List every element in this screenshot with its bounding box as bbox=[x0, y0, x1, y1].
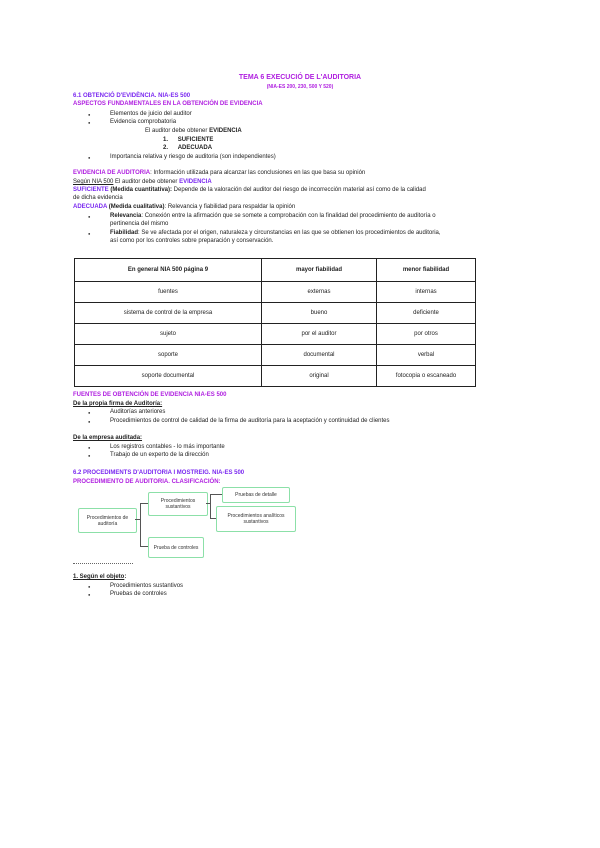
table-cell: sujeto bbox=[75, 324, 262, 345]
divider bbox=[73, 563, 133, 564]
connector-line bbox=[140, 546, 148, 547]
list-item: ● Pruebas de controles bbox=[110, 590, 167, 598]
evidence-definition-label: EVIDENCIA DE AUDITORIA bbox=[73, 170, 151, 176]
by-object-label-colon: : bbox=[124, 574, 127, 580]
table-cell: documental bbox=[262, 345, 377, 366]
reliability-item bbox=[110, 229, 441, 237]
diagram-node-analytical: Procedimientos analíticos sustantivos bbox=[216, 506, 296, 532]
numbered-text: SUFICIENTE bbox=[177, 137, 214, 143]
table-header-row bbox=[75, 259, 476, 282]
reliability-label: Fiabilidad bbox=[110, 230, 139, 236]
evidence-definition bbox=[73, 169, 365, 177]
nia-500-reference: Según NIA 500 bbox=[73, 179, 114, 185]
reliability-text-continued: así como por los controles sobre preparación y conservación. bbox=[110, 238, 274, 244]
sufficient-text-continued: de dicha evidencia bbox=[73, 195, 123, 201]
sufficient-text: Depende de la valoración del auditor del riesgo de incorrección material así como de la calidad bbox=[172, 187, 426, 193]
connector-line bbox=[210, 494, 211, 518]
table-cell: verbal bbox=[377, 345, 476, 366]
numbered-item bbox=[163, 144, 212, 152]
section-62-subheading: PROCEDIMIENTO DE AUDITORIA. CLASIFICACIÓN: bbox=[73, 479, 221, 485]
adequate-label: ADECUADA bbox=[73, 204, 108, 210]
firm-sources-label: De la propia firma de Auditoría: bbox=[73, 401, 163, 407]
list-item: ● Los registros contables - lo más importante bbox=[110, 443, 225, 451]
table-row bbox=[75, 366, 476, 387]
connector-line bbox=[210, 494, 222, 495]
table-cell: soporte documental bbox=[75, 366, 262, 387]
relevance-text-continued: pertinencia del mismo bbox=[110, 221, 169, 227]
connector-line bbox=[140, 503, 141, 547]
evidence-requirement-bold: EVIDENCIA bbox=[209, 128, 242, 134]
diagram-node-substantive: Procedimientos sustantivos bbox=[148, 492, 208, 516]
table-cell: deficiente bbox=[377, 303, 476, 324]
connector-line bbox=[210, 518, 216, 519]
connector-line bbox=[140, 503, 148, 504]
list-item: ● Evidencia comprobatoria bbox=[110, 118, 176, 126]
numbered-index: 1. bbox=[163, 137, 169, 143]
table-row bbox=[75, 303, 476, 324]
list-item: ● Procedimientos sustantivos bbox=[110, 582, 183, 590]
numbered-item bbox=[163, 136, 213, 144]
company-sources-label: De la empresa auditada: bbox=[73, 435, 143, 441]
by-object-label bbox=[73, 573, 126, 581]
table-header: mayor fiabilidad bbox=[262, 259, 377, 282]
table-cell: bueno bbox=[262, 303, 377, 324]
adequate-measure: (Medida cualitativa) bbox=[107, 204, 165, 210]
table-cell: externas bbox=[262, 282, 377, 303]
adequate-definition bbox=[73, 203, 295, 211]
list-item: ● Importancia relativa y riesgo de auditoria (son independientes) bbox=[110, 153, 276, 161]
numbered-text: ADECUADA bbox=[177, 145, 213, 151]
reliability-text: : Se ve afectada por el origen, naturaleza y circunstancias en las que se obtienen los procedimientos de auditoria, bbox=[138, 230, 441, 236]
relevance-text: : Conexión entre la afirmación que se somete a comprobación con la finalidad del procedimiento de auditoría o bbox=[141, 213, 436, 219]
table-cell: soporte bbox=[75, 345, 262, 366]
sufficient-definition bbox=[73, 186, 426, 194]
table-cell: por otros bbox=[377, 324, 476, 345]
table-row bbox=[75, 282, 476, 303]
relevance-item bbox=[110, 212, 436, 220]
diagram-node-controls: Prueba de controles bbox=[148, 537, 204, 558]
table-cell: fuentes bbox=[75, 282, 262, 303]
evidence-definition-text: : Información utilizada para alcanzar las conclusiones en las que basa su opinión bbox=[150, 170, 366, 176]
list-item: ● Elementos de juicio del auditor bbox=[110, 110, 192, 118]
table-header: En general NIA 500 página 9 bbox=[75, 259, 262, 282]
table-cell: por el auditor bbox=[262, 324, 377, 345]
table-row bbox=[75, 324, 476, 345]
sufficient-label: SUFICIENTE bbox=[73, 187, 109, 193]
sufficient-measure: (Medida cuantitativa): bbox=[108, 187, 173, 193]
evidence-requirement-text: El auditor debe obtener bbox=[145, 128, 208, 134]
table-header: menor fiabilidad bbox=[377, 259, 476, 282]
sources-heading: FUENTES DE OBTENCIÓN DE EVIDENCIA NIA-ES 500 bbox=[73, 392, 227, 398]
evidence-requirement bbox=[145, 127, 242, 135]
table-cell: original bbox=[262, 366, 377, 387]
numbered-index: 2. bbox=[163, 145, 169, 151]
list-item: ● Procedimientos de control de calidad de la firma de auditoría para la aceptación y continuidad de clientes bbox=[110, 417, 390, 425]
section-61-heading: 6.1 OBTENCIÓ D'EVIDÈNCIA. NIA-ES 500 bbox=[73, 93, 191, 99]
page-title: TEMA 6 EXECUCIÓ DE L'AUDITORIA bbox=[238, 74, 362, 81]
page-subtitle: (NIA-ES 200, 230, 500 Y 520) bbox=[266, 84, 334, 90]
nia-500-line bbox=[73, 178, 212, 186]
nia-500-evidence: EVIDENCIA bbox=[179, 179, 212, 185]
section-61-subheading: ASPECTOS FUNDAMENTALES EN LA OBTENCIÓN DE EVIDENCIA bbox=[73, 101, 263, 107]
by-object-label-text: 1. Según el objeto bbox=[73, 574, 125, 580]
diagram-node-root: Procedimientos de auditoría bbox=[78, 508, 137, 533]
adequate-text: : Relevancia y fiabilidad para respaldar la opinión bbox=[164, 204, 296, 210]
diagram-node-detail: Pruebas de detalle bbox=[222, 487, 290, 503]
nia-500-text: El auditor debe obtener bbox=[113, 179, 180, 185]
list-item: ● Auditorías anteriores bbox=[110, 408, 165, 416]
table-cell: fotocopia o escaneado bbox=[377, 366, 476, 387]
section-62-heading: 6.2 PROCEDIMENTS D'AUDITORIA I MOSTREIG. NIA-ES 500 bbox=[73, 470, 245, 476]
relevance-label: Relevancia bbox=[110, 213, 142, 219]
table-row bbox=[75, 345, 476, 366]
table-cell: internas bbox=[377, 282, 476, 303]
table-cell: sistema de control de la empresa bbox=[75, 303, 262, 324]
reliability-table bbox=[74, 258, 476, 387]
list-item: ● Trabajo de un experto de la dirección bbox=[110, 451, 209, 459]
